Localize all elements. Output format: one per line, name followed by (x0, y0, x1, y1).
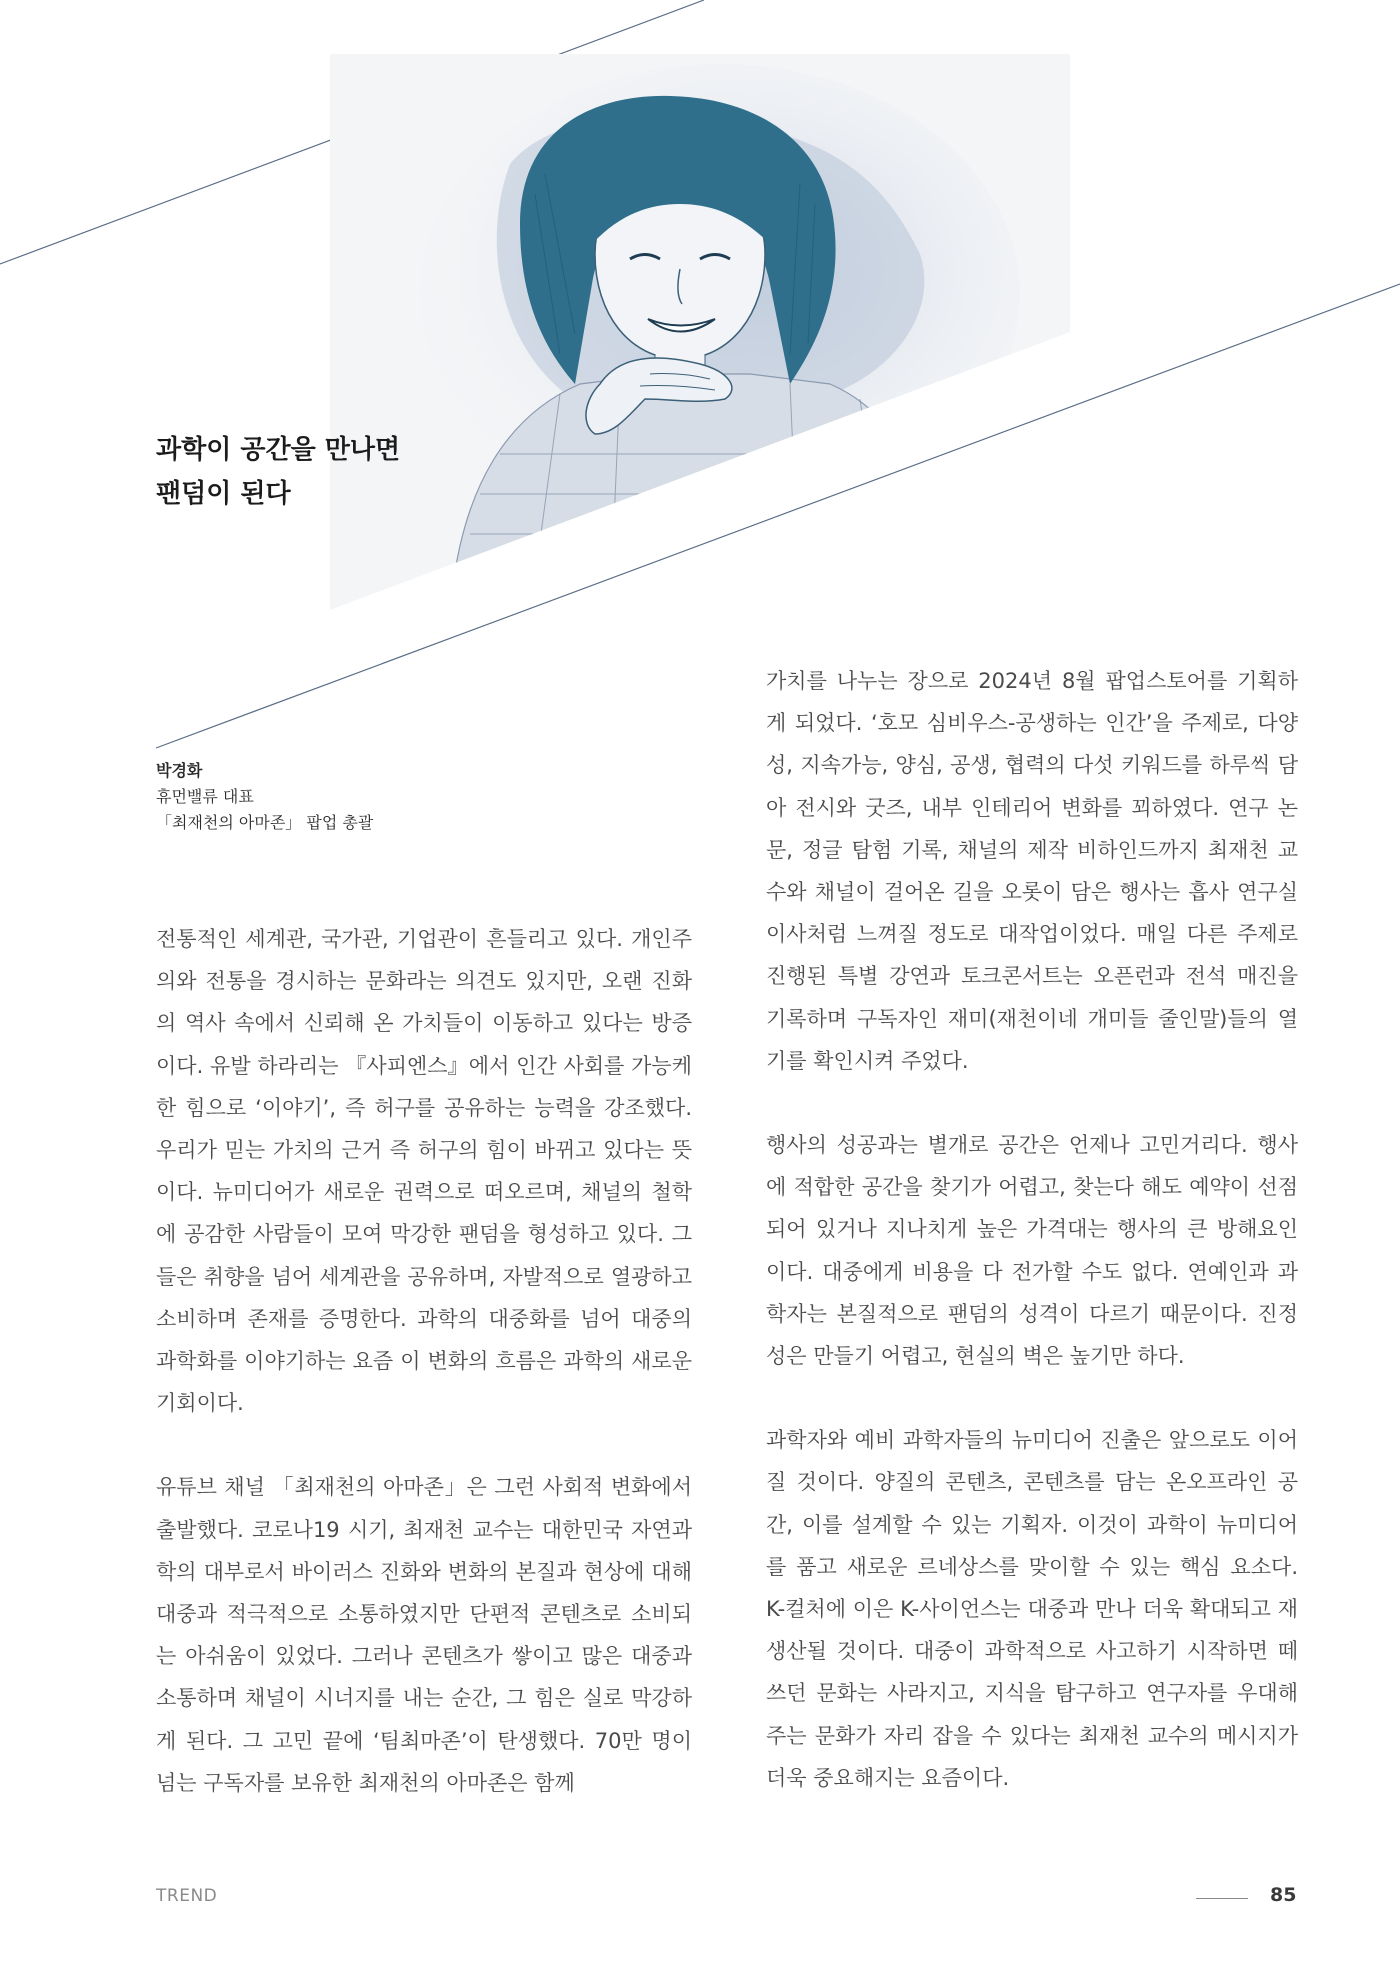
title-line-2: 팬덤이 된다 (156, 479, 291, 509)
paragraph-left-2: 유튜브 채널 「최재천의 아마존」은 그런 사회적 변화에서 출발했다. 코로나19 시기, 최재천 교수는 대한민국 자연과학의 대부로서 바이러스 진화와 변화의 본질과 현상에 대해 대중과 적극적으로 소통하였지만 단편적 콘텐츠로 소비되는 아쉬움이 있었다. 그러나 콘텐츠가 쌓이고 많은 대중과 소통하며 채널이 시너지를 내는 순간, 그 힘은 실로 막강하게 된다. 그 고민 끝에 ‘팀최마존’이 탄생했다. 70만 명이 넘는 구독자를 보유한 최재천의 아마존은 함께 (156, 1475, 692, 1795)
author-position: 「최재천의 아마존」 팝업 총괄 (156, 813, 374, 832)
author-info (156, 758, 373, 836)
paragraph-left-1: 전통적인 세계관, 국가관, 기업관이 흔들리고 있다. 개인주의와 전통을 경시하는 문화라는 의견도 있지만, 오랜 진화의 역사 속에서 신뢰해 온 가치들이 이동하고 있다는 방증이다. 유발 하라리는 『사피엔스』에서 인간 사회를 가능케 한 힘으로 ‘이야기’, 즉 허구를 공유하는 능력을 강조했다. 우리가 믿는 가치의 근거 즉 허구의 힘이 바뀌고 있다는 뜻이다. 뉴미디어가 새로운 권력으로 떠오르며, 채널의 철학에 공감한 사람들이 모여 막강한 팬덤을 형성하고 있다. 그들은 취향을 넘어 세계관을 공유하며, 자발적으로 열광하고 소비하며 존재를 증명한다. 과학의 대중화를 넘어 대중의 과학화를 이야기하는 요즘 이 변화의 흐름은 과학의 새로운 기회이다. (156, 927, 692, 1416)
portrait-illustration (330, 54, 1070, 664)
author-name: 박경화 (156, 761, 203, 780)
body-column-right (766, 660, 1298, 1799)
author-role: 휴먼밸류 대표 (156, 787, 254, 806)
footer-rule (1196, 1898, 1248, 1899)
article-title (156, 428, 400, 516)
body-column-left (156, 918, 692, 1804)
paragraph-right-1: 가치를 나누는 장으로 2024년 8월 팝업스토어를 기획하게 되었다. ‘호모 심비우스-공생하는 인간’을 주제로, 다양성, 지속가능, 양심, 공생, 협력의 다섯 키워드를 하루씩 담아 전시와 굿즈, 내부 인테리어 변화를 꾀하였다. 연구 논문, 정글 탐험 기록, 채널의 제작 비하인드까지 최재천 교수와 채널이 걸어온 길을 오롯이 담은 행사는 흡사 연구실 이사처럼 느껴질 정도로 대작업이었다. 매일 다른 주제로 진행된 특별 강연과 토크콘서트는 오픈런과 전석 매진을 기록하며 구독자인 재미(재천이네 개미들 줄인말)들의 열기를 확인시켜 주었다. (766, 669, 1298, 1073)
title-line-1: 과학이 공간을 만나면 (156, 435, 401, 465)
paragraph-right-3: 과학자와 예비 과학자들의 뉴미디어 진출은 앞으로도 이어질 것이다. 양질의 콘텐츠, 콘텐츠를 담는 온오프라인 공간, 이를 설계할 수 있는 기획자. 이것이 과학이 뉴미디어를 품고 새로운 르네상스를 맞이할 수 있는 핵심 요소다. K-컬처에 이은 K-사이언스는 대중과 만나 더욱 확대되고 재생산될 것이다. 대중이 과학적으로 사고하기 시작하면 떼쓰던 문화는 사라지고, 지식을 탐구하고 연구자를 우대해 주는 문화가 자리 잡을 수 있다는 최재천 교수의 메시지가 더욱 중요해지는 요즘이다. (766, 1428, 1298, 1790)
paragraph-right-2: 행사의 성공과는 별개로 공간은 언제나 고민거리다. 행사에 적합한 공간을 찾기가 어렵고, 찾는다 해도 예약이 선점되어 있거나 지나치게 높은 가격대는 행사의 큰 방해요인이다. 대중에게 비용을 다 전가할 수도 없다. 연예인과 과학자는 본질적으로 팬덤의 성격이 다르기 때문이다. 진정성은 만들기 어렵고, 현실의 벽은 높기만 하다. (766, 1133, 1298, 1369)
section-label: TREND (156, 1886, 218, 1906)
page-number: 85 (1270, 1884, 1297, 1906)
